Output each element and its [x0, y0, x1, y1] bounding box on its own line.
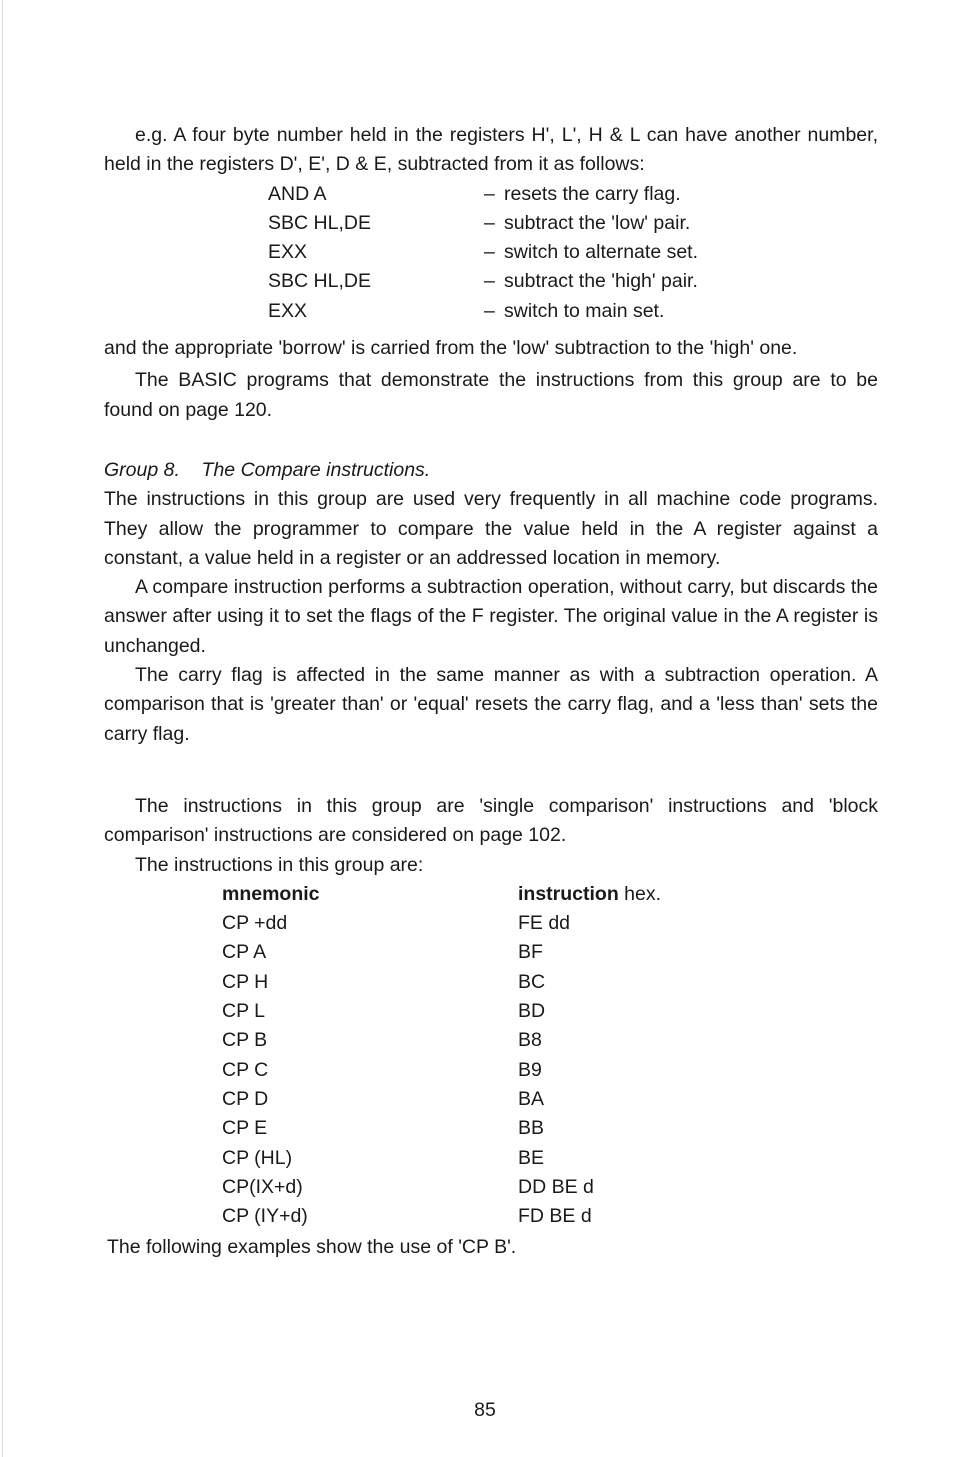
mnemonic-cell: CP A	[222, 941, 267, 964]
hex-cell: B8	[518, 1029, 542, 1052]
hex-cell: BC	[518, 970, 546, 993]
table-row	[222, 968, 661, 997]
table-row	[222, 938, 661, 967]
mnemonic-column-header: mnemonic	[222, 882, 320, 905]
code-comment: resets the carry flag.	[504, 182, 681, 205]
code-row	[268, 267, 698, 296]
table-row	[222, 1173, 661, 1202]
after-code-paragraph: and the appropriate 'borrow' is carried from the 'low' subtraction to the 'high' one.	[104, 337, 798, 360]
code-comment: subtract the 'low' pair.	[504, 211, 691, 234]
mnemonic-cell: CP +dd	[222, 912, 288, 935]
hex-cell: B9	[518, 1058, 542, 1081]
table-row	[222, 1114, 661, 1143]
hex-column-header	[518, 880, 661, 909]
code-instruction: AND A	[268, 182, 327, 205]
table-row	[222, 997, 661, 1026]
code-comment: subtract the 'high' pair.	[504, 270, 698, 293]
mnemonic-cell: CP D	[222, 1087, 269, 1110]
carry-flag-paragraph: The carry flag is affected in the same manner as with a subtraction operation. A comparison that is 'greater than' or 'equal' resets the carry flag, and a 'less than' sets the carry flag.	[104, 664, 878, 745]
hex-cell: BA	[518, 1087, 545, 1110]
basic-note-paragraph: The BASIC programs that demonstrate the instructions from this group are to be found on page 120.	[104, 369, 878, 421]
code-dash: –	[484, 270, 495, 293]
code-instruction: EXX	[268, 241, 308, 264]
code-instruction: EXX	[268, 299, 308, 322]
hex-cell: BB	[518, 1117, 545, 1140]
compare-intro-paragraph: The instructions in this group are used very frequently in all machine code programs. They allow the programmer to compare the value held in the A register against a constant, a value held in a register or an addressed location in memory.	[104, 488, 878, 569]
table-row	[222, 1026, 661, 1055]
mnemonic-cell: CP (HL)	[222, 1146, 293, 1169]
table-row	[222, 1056, 661, 1085]
mnemonic-cell: CP C	[222, 1058, 269, 1081]
code-instruction: SBC HL,DE	[268, 270, 371, 293]
hex-cell: DD BE d	[518, 1175, 594, 1198]
hex-cell: BD	[518, 1000, 546, 1023]
code-dash: –	[484, 211, 495, 234]
hex-cell: FD BE d	[518, 1205, 592, 1228]
intro-paragraph: e.g. A four byte number held in the registers H', L', H & L can have another number, held in the registers D', E', D & E, subtracted from it as follows:	[104, 124, 878, 176]
hex-cell: BF	[518, 941, 543, 964]
code-instruction: SBC HL,DE	[268, 211, 371, 234]
hex-header-rest: hex.	[618, 882, 662, 905]
spacer	[104, 749, 878, 792]
group-heading: Group 8. The Compare instructions.	[104, 458, 431, 481]
hex-header-bold: instruction	[518, 882, 619, 905]
single-block-paragraph: The instructions in this group are 'single comparison' instructions and 'block comparison' instructions are considered on page 102.	[104, 794, 878, 847]
hex-cell: BE	[518, 1146, 545, 1169]
mnemonic-cell: CP E	[222, 1117, 268, 1140]
mnemonic-cell: CP (IY+d)	[222, 1205, 308, 1228]
compare-operation-paragraph: A compare instruction performs a subtraction operation, without carry, but discards the answer after using it to set the flags of the F register. The original value in the A register is unchanged.	[104, 576, 878, 657]
table-row	[222, 1144, 661, 1173]
code-row	[268, 238, 698, 267]
mnemonic-cell: CP L	[222, 1000, 265, 1023]
page-body	[104, 121, 878, 1263]
mnemonic-cell: CP(IX+d)	[222, 1175, 303, 1198]
table-row	[222, 1202, 661, 1231]
code-dash: –	[484, 182, 495, 205]
closing-paragraph: The following examples show the use of 'CP B'.	[107, 1236, 517, 1259]
hex-cell: FE dd	[518, 912, 571, 935]
code-row	[268, 180, 698, 209]
table-header-row	[222, 880, 661, 909]
code-row	[268, 209, 698, 238]
code-comment: switch to alternate set.	[504, 241, 699, 264]
group-list-intro: The instructions in this group are:	[135, 853, 424, 876]
table-row	[222, 1085, 661, 1114]
mnemonic-table	[222, 880, 661, 1232]
code-row	[268, 297, 698, 326]
page-edge	[2, 0, 3, 1457]
code-example	[268, 180, 698, 326]
code-comment: switch to main set.	[504, 299, 665, 322]
table-row	[222, 909, 661, 938]
code-dash: –	[484, 299, 495, 322]
page-number: 85	[474, 1399, 496, 1421]
mnemonic-cell: CP H	[222, 970, 269, 993]
code-dash: –	[484, 241, 495, 264]
mnemonic-cell: CP B	[222, 1029, 268, 1052]
